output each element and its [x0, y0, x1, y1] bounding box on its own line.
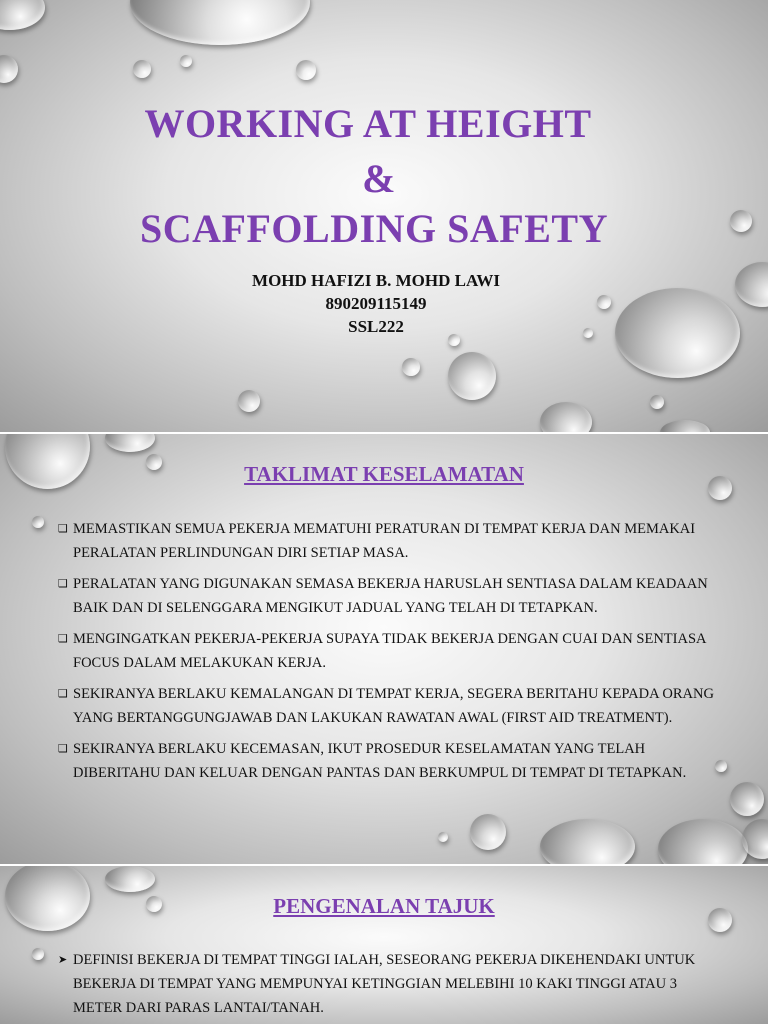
slide-taklimat-keselamatan	[0, 434, 768, 864]
water-drop-decoration	[180, 55, 192, 67]
water-drop-decoration	[0, 55, 18, 83]
water-drop-decoration	[32, 948, 44, 960]
list-item: ❑ MENGINGATKAN PEKERJA-PEKERJA SUPAYA TIDAK BEKERJA DENGAN CUAI DAN SENTIASA FOCUS DALAM MELAKUKAN KERJA.	[58, 627, 718, 675]
water-drop-decoration	[470, 814, 506, 850]
water-drop-decoration	[238, 390, 260, 412]
water-drop-decoration	[730, 782, 764, 816]
water-drop-decoration	[402, 358, 420, 376]
checkbox-bullet-icon: ❑	[58, 632, 68, 645]
water-drop-decoration	[540, 819, 635, 864]
author-id: 890209115149	[325, 294, 427, 313]
section-heading: TAKLIMAT KESELAMATAN	[244, 462, 524, 486]
water-drop-decoration	[650, 395, 664, 409]
slide-pengenalan-tajuk	[0, 866, 768, 1024]
checkbox-bullet-icon: ❑	[58, 522, 68, 535]
water-drop-decoration	[130, 0, 310, 45]
water-drop-decoration	[133, 60, 151, 78]
arrow-bullet-icon: ➤	[58, 953, 68, 966]
author-class: SSL222	[348, 317, 404, 336]
checkbox-bullet-icon: ❑	[58, 742, 68, 755]
section-heading: PENGENALAN TAJUK	[273, 894, 495, 918]
bullet-list	[58, 948, 718, 1024]
list-item: ❑ PERALATAN YANG DIGUNAKAN SEMASA BEKERJA HARUSLAH SENTIASA DALAM KEADAAN BAIK DAN DI SELENGGARA MENGIKUT JADUAL YANG TELAH DI TETAPKAN.	[58, 572, 718, 620]
water-drop-decoration	[296, 60, 316, 80]
water-drop-decoration	[448, 352, 496, 400]
checkbox-bullet-icon: ❑	[58, 687, 68, 700]
water-drop-decoration	[105, 866, 155, 892]
author-name: MOHD HAFIZI B. MOHD LAWI	[252, 271, 500, 290]
water-drop-decoration	[32, 516, 44, 528]
water-drop-decoration	[658, 819, 748, 864]
title-line-3: SCAFFOLDING SAFETY	[140, 206, 608, 251]
list-item: ❑ SEKIRANYA BERLAKU KECEMASAN, IKUT PROSEDUR KESELAMATAN YANG TELAH DIBERITAHU DAN KELUAR DENGAN PANTAS DAN BERKUMPUL DI TEMPAT DI TETAPKAN.	[58, 737, 718, 785]
list-item: ➤ DEFINISI BEKERJA DI TEMPAT TINGGI IALAH, SESEORANG PEKERJA DIKEHENDAKI UNTUK BEKERJA DI TEMPAT YANG MEMPUNYAI KETINGGIAN MELEBIHI 10 KAKI TINGGI ATAU 3 METER DARI PARAS LANTAI/TANAH.	[58, 948, 718, 1020]
water-drop-decoration	[0, 0, 45, 30]
water-drop-decoration	[540, 402, 592, 432]
title-ampersand: &	[362, 156, 396, 201]
title-line-1: WORKING AT HEIGHT	[144, 101, 592, 146]
water-drop-decoration	[105, 434, 155, 452]
list-item: ❑ MEMASTIKAN SEMUA PEKERJA MEMATUHI PERATURAN DI TEMPAT KERJA DAN MEMAKAI PERALATAN PERLINDUNGAN DIRI SETIAP MASA.	[58, 517, 718, 565]
water-drop-decoration	[660, 420, 710, 432]
water-drop-decoration	[438, 832, 448, 842]
bullet-list	[58, 517, 718, 792]
list-item: ❑ SEKIRANYA BERLAKU KEMALANGAN DI TEMPAT KERJA, SEGERA BERITAHU KEPADA ORANG YANG BERTANGGUNGJAWAB DAN LAKUKAN RAWATAN AWAL (FIRST AID TREATMENT).	[58, 682, 718, 730]
checkbox-bullet-icon: ❑	[58, 577, 68, 590]
slide-title	[0, 0, 768, 432]
